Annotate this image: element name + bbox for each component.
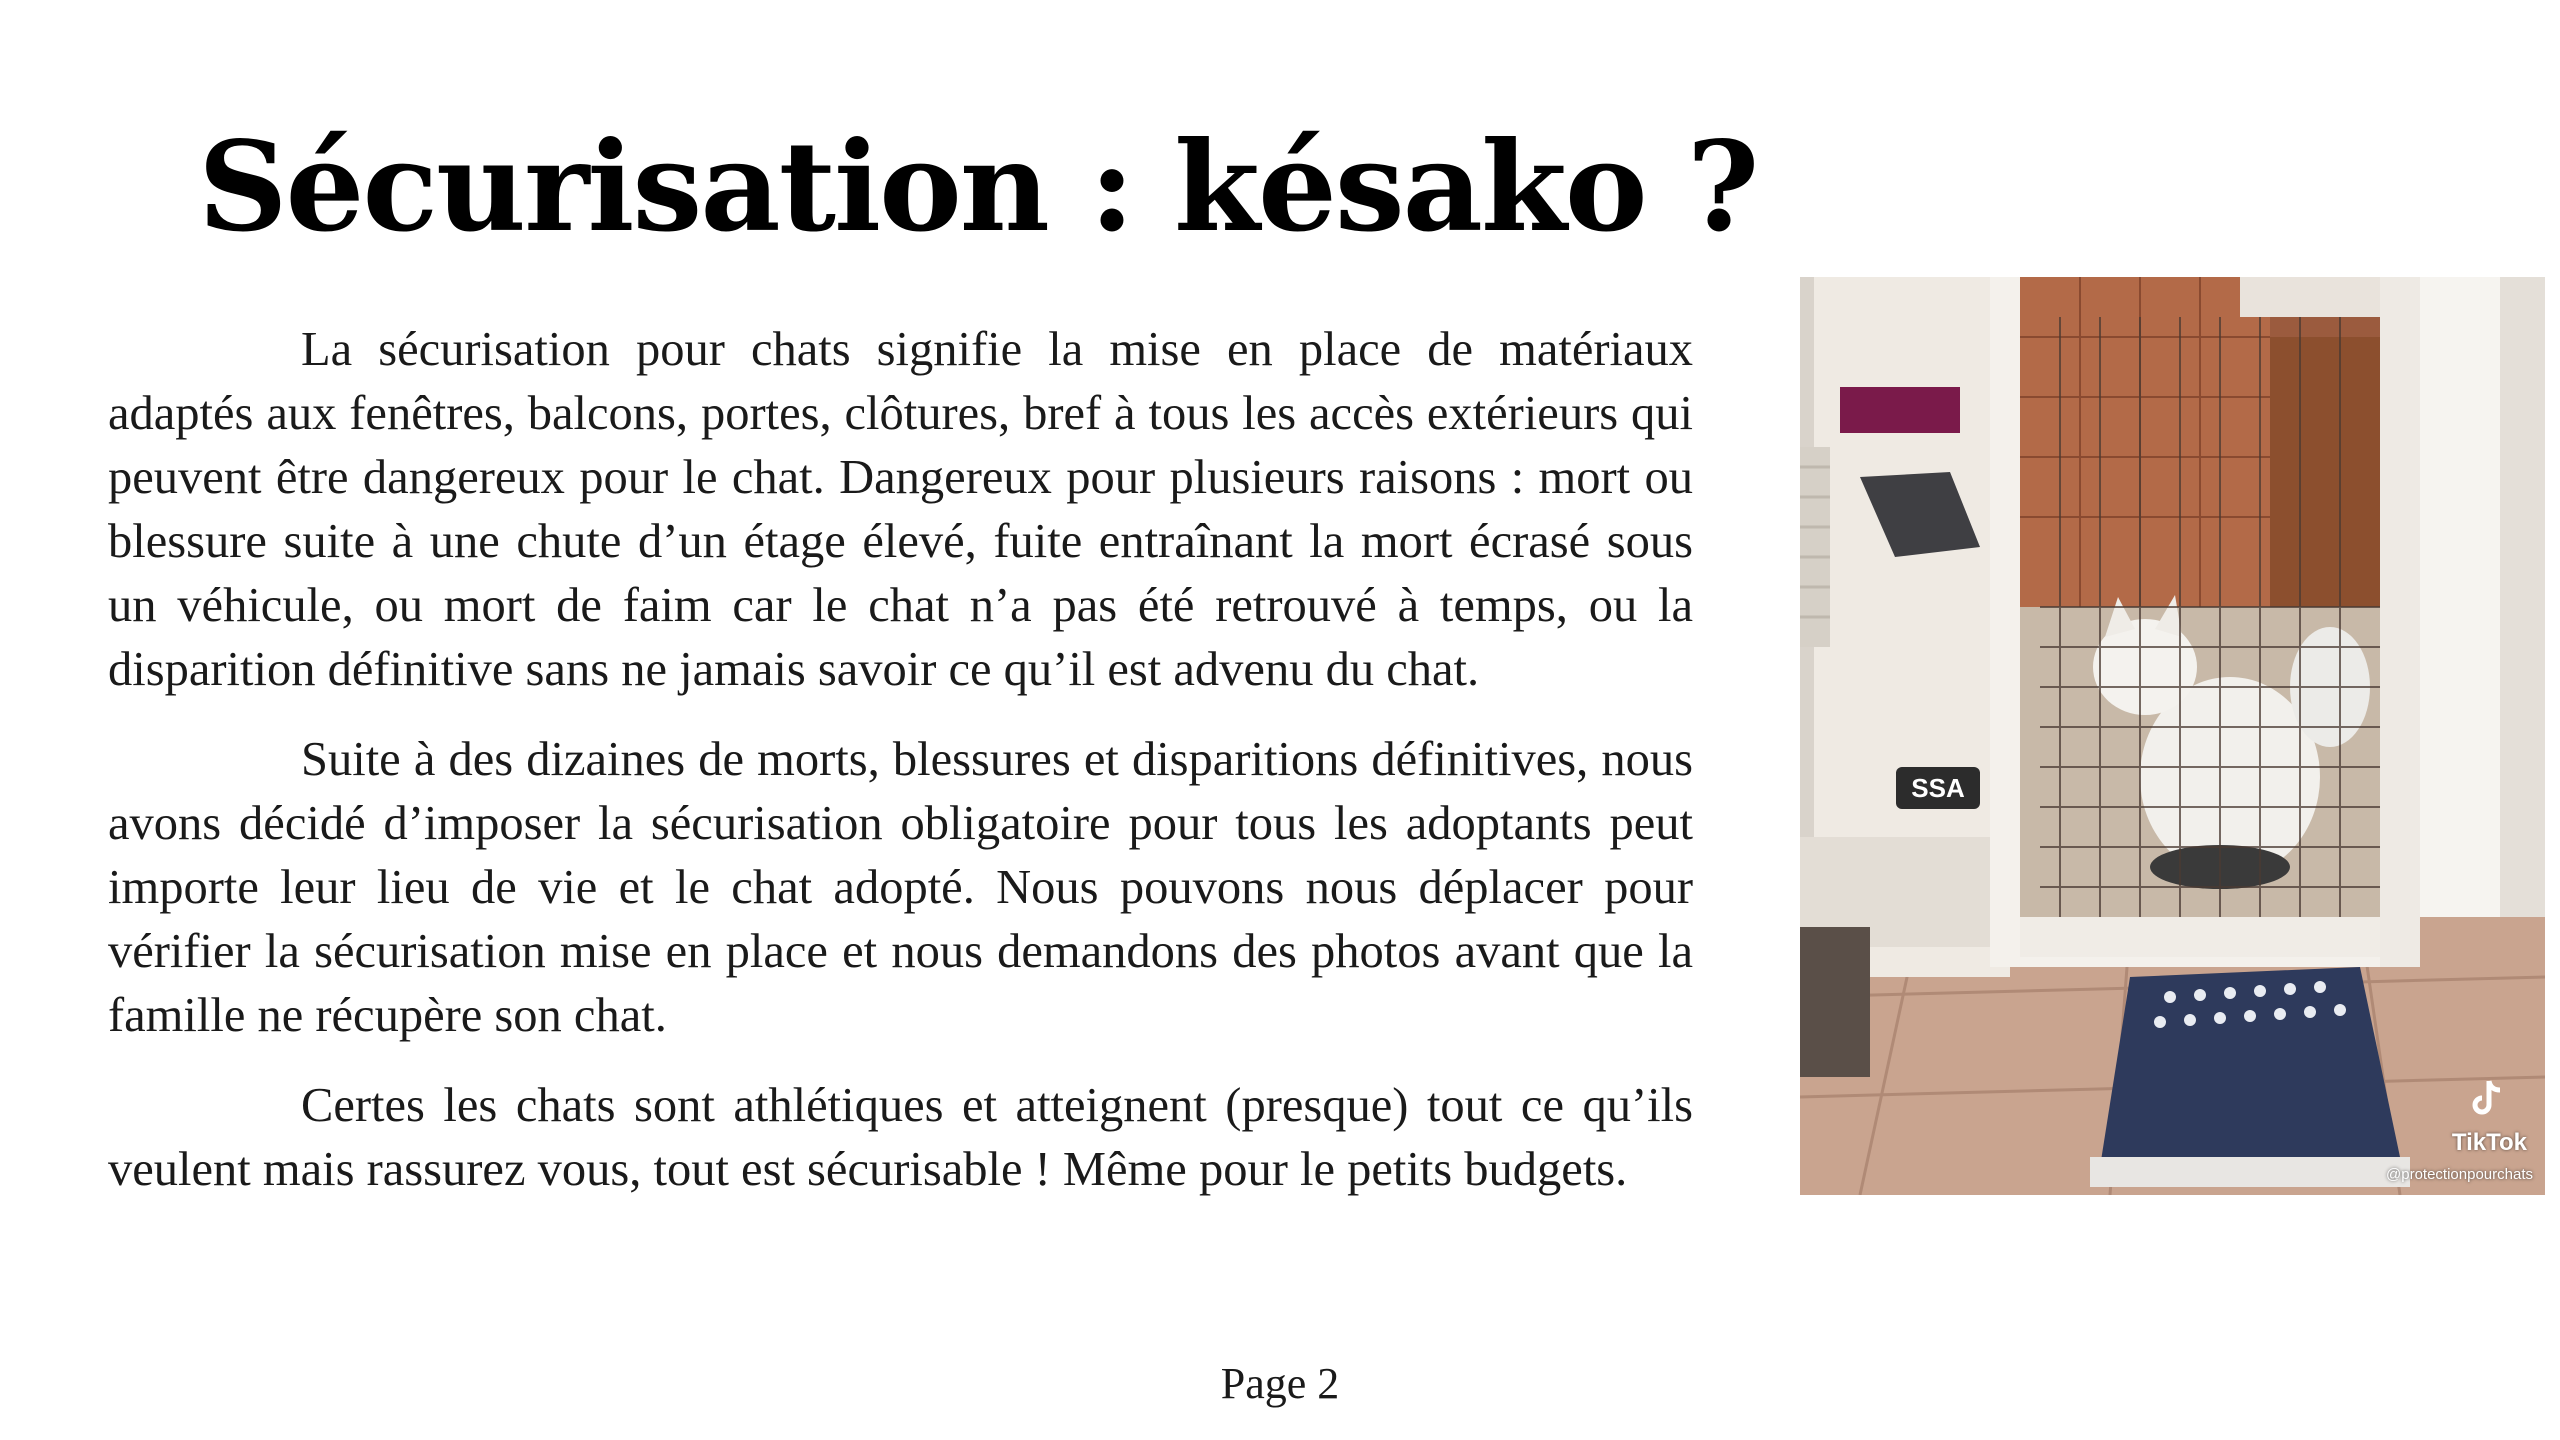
body-text [108,318,1693,1228]
paragraph-3: Certes les chats sont athlétiques et atteignent (presque) tout ce qu’ils veulent mais rassurez vous, tout est sécurisable ! Même pour le petits budgets. [108,1079,1693,1196]
watermark-brand: TikTok [2451,1129,2527,1156]
cat-photo-illustration [1800,277,2545,1195]
page-title: Sécurisation : késako ? [198,115,1758,260]
cat-photo [1800,277,2545,1195]
page-number: Page 2 [1220,1359,1340,1408]
paragraph-2: Suite à des dizaines de morts, blessures et disparitions définitives, nous avons décidé d’imposer la sécurisation obligatoire pour tous les adoptants peut importe leur lieu de vie et le chat adopté. Nous pouvons nous déplacer pour vérifier la sécurisation mise en place et nous demandons des photos avant que la famille ne récupère son chat. [108,733,1693,1042]
tiktok-icon [2467,1077,2507,1121]
paragraph-1: La sécurisation pour chats signifie la mise en place de matériaux adaptés aux fenêtres, balcons, portes, clôtures, bref à tous les accès extérieurs qui peuvent être dangereux pour le chat. Dangereux pour plusieurs raisons : mort ou blessure suite à une chute d’un étage élevé, fuite entraînant la mort écrasé sous un véhicule, ou mort de faim car le chat n’a pas été retrouvé à temps, ou la disparition définitive sans ne jamais savoir ce qu’il est advenu du chat. [108,323,1693,696]
watermark-handle: @protectionpourchats [2386,1166,2533,1183]
vehicle-badge: SSA [1911,773,1965,803]
